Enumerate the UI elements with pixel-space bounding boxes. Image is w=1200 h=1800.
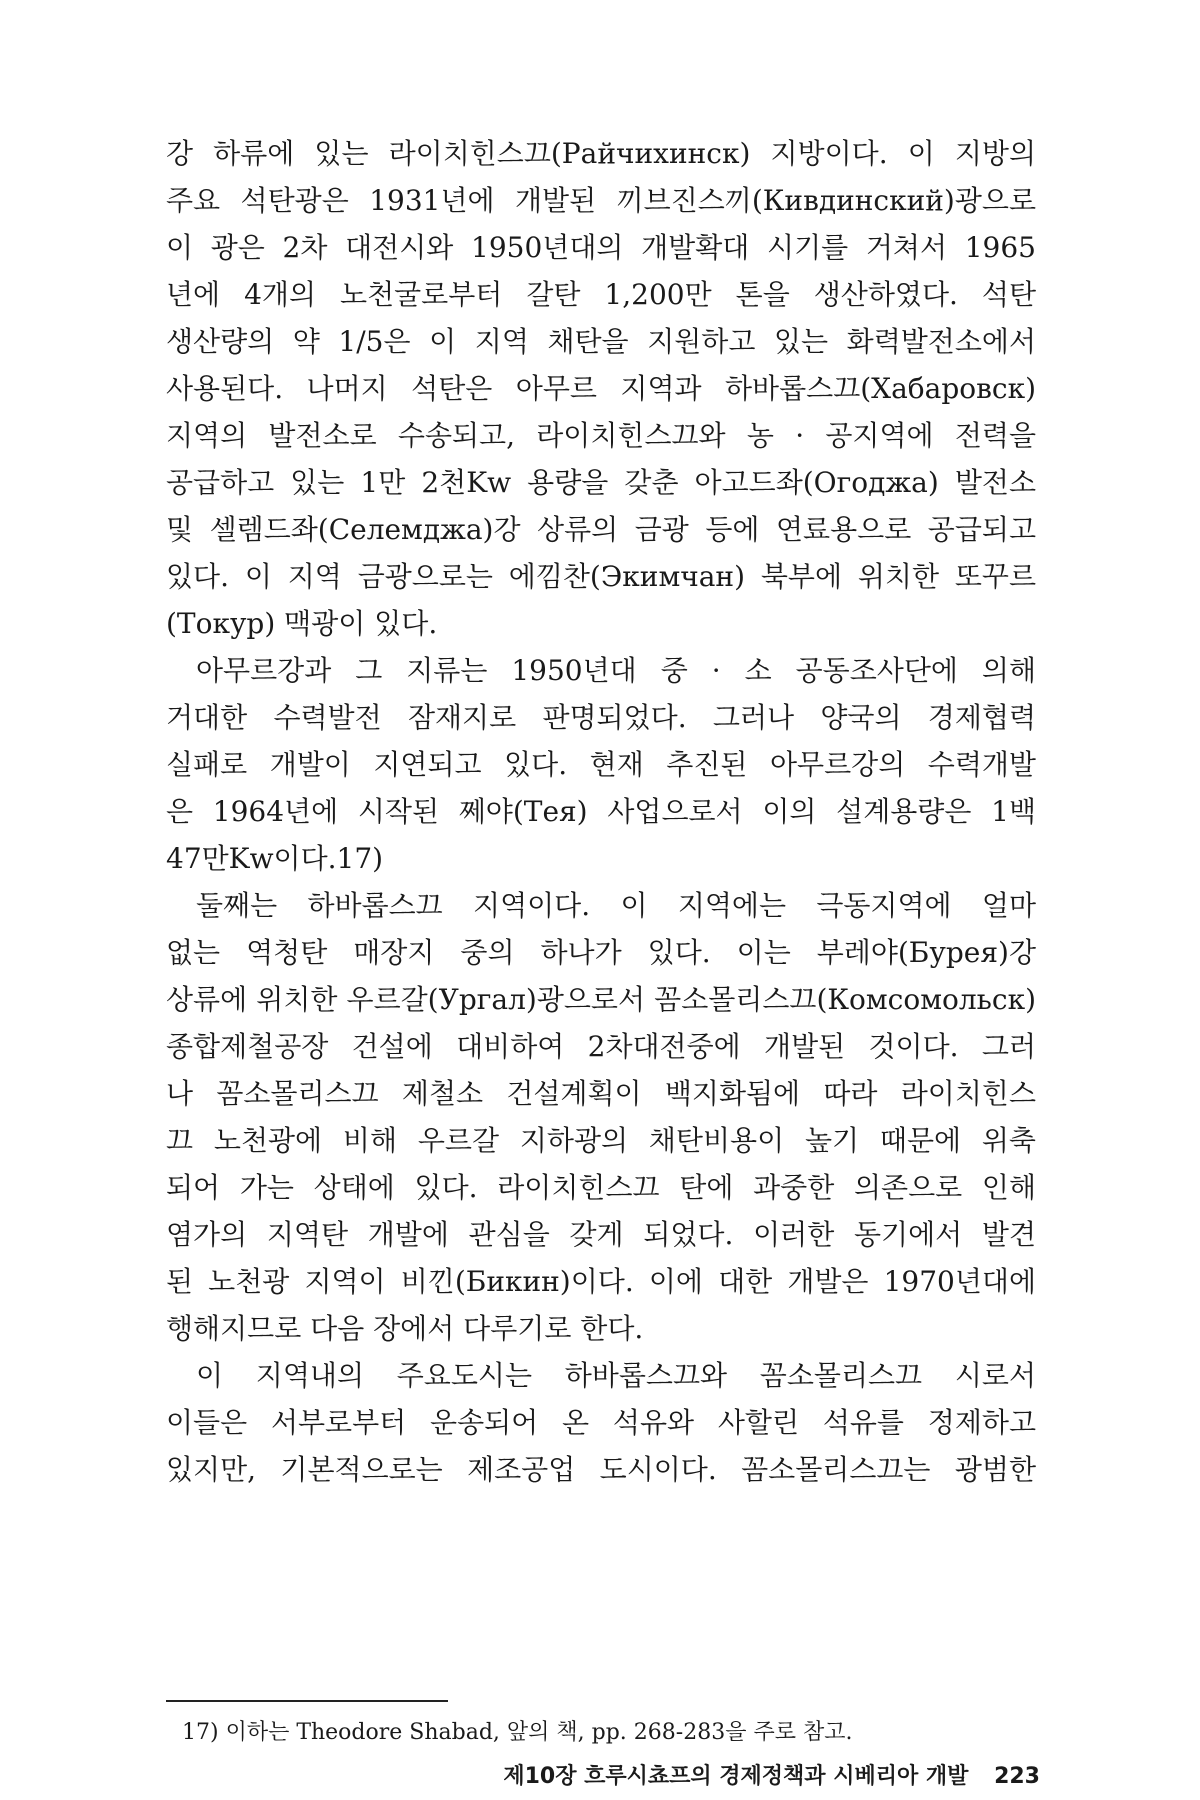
running-footer — [503, 1762, 1040, 1792]
footnote: 17) 이하는 Theodore Shabad, 앞의 책, pp. 268-283을 주로 참고. — [182, 1720, 853, 1745]
text-line: 있다. 이 지역 금광으로는 에낌찬(Экимчан) 북부에 위치한 또꾸르 — [166, 560, 1036, 593]
text-line: 아무르강과 그 지류는 1950년대 중 · 소 공동조사단에 의해 — [196, 654, 1036, 687]
text-line: 이 지역내의 주요도시는 하바롭스끄와 꼼소몰리스끄 시로서 — [196, 1359, 1036, 1392]
chapter-title: 제10장 흐루시쵸프의 경제정책과 시베리아 개발 — [503, 1764, 969, 1789]
text-line: 실패로 개발이 지연되고 있다. 현재 추진된 아무르강의 수력개발 — [166, 748, 1036, 781]
text-line: 강 하류에 있는 라이치힌스끄(Райчихинск) 지방이다. 이 지방의 — [166, 137, 1036, 170]
text-line: 나 꼼소몰리스끄 제철소 건설계획이 백지화됨에 따라 라이치힌스 — [166, 1077, 1036, 1110]
text-line: 행해지므로 다음 장에서 다루기로 한다. — [166, 1312, 644, 1345]
text-line: 은 1964년에 시작된 쩨야(Тея) 사업으로서 이의 설계용량은 1백 — [166, 795, 1036, 828]
text-line: 상류에 위치한 우르갈(Ургал)광으로서 꼼소몰리스끄(Комсомольск) — [166, 983, 1036, 1016]
text-line: 종합제철공장 건설에 대비하여 2차대전중에 개발된 것이다. 그러 — [166, 1030, 1036, 1063]
text-line: 이들은 서부로부터 운송되어 온 석유와 사할린 석유를 정제하고 — [166, 1406, 1036, 1439]
page-number: 223 — [994, 1764, 1040, 1789]
text-line: 주요 석탄광은 1931년에 개발된 끼브진스끼(Кивдинский)광으로 — [166, 184, 1036, 217]
body-text — [166, 130, 1036, 1493]
text-line: 이 광은 2차 대전시와 1950년대의 개발확대 시기를 거쳐서 1965 — [166, 231, 1036, 264]
text-line: 없는 역청탄 매장지 중의 하나가 있다. 이는 부레야(Бурея)강 — [166, 936, 1036, 969]
text-line: 염가의 지역탄 개발에 관심을 갖게 되었다. 이러한 동기에서 발견 — [166, 1218, 1036, 1251]
text-line: 되어 가는 상태에 있다. 라이치힌스끄 탄에 과중한 의존으로 인해 — [166, 1171, 1036, 1204]
text-line: 생산량의 약 1/5은 이 지역 채탄을 지원하고 있는 화력발전소에서 — [166, 325, 1036, 358]
footnote-divider — [166, 1700, 448, 1702]
text-line: 및 셀렘드좌(Селемджа)강 상류의 금광 등에 연료용으로 공급되고 — [166, 513, 1036, 546]
text-line: 공급하고 있는 1만 2천Kw 용량을 갖춘 아고드좌(Огоджа) 발전소 — [166, 466, 1036, 499]
text-line: (Токур) 맥광이 있다. — [166, 607, 438, 640]
text-line: 사용된다. 나머지 석탄은 아무르 지역과 하바롭스끄(Хабаровск) — [166, 372, 1036, 405]
text-line: 지역의 발전소로 수송되고, 라이치힌스끄와 농 · 공지역에 전력을 — [166, 419, 1036, 452]
text-line: 된 노천광 지역이 비낀(Бикин)이다. 이에 대한 개발은 1970년대에 — [166, 1265, 1036, 1298]
text-line: 거대한 수력발전 잠재지로 판명되었다. 그러나 양국의 경제협력 — [166, 701, 1036, 734]
text-line: 년에 4개의 노천굴로부터 갈탄 1,200만 톤을 생산하였다. 석탄 — [166, 278, 1036, 311]
text-line: 있지만, 기본적으로는 제조공업 도시이다. 꼼소몰리스끄는 광범한 — [166, 1453, 1036, 1486]
text-line: 끄 노천광에 비해 우르갈 지하광의 채탄비용이 높기 때문에 위축 — [166, 1124, 1036, 1157]
text-line: 47만Kw이다.17) — [166, 842, 384, 875]
text-line: 둘째는 하바롭스끄 지역이다. 이 지역에는 극동지역에 얼마 — [196, 889, 1036, 922]
